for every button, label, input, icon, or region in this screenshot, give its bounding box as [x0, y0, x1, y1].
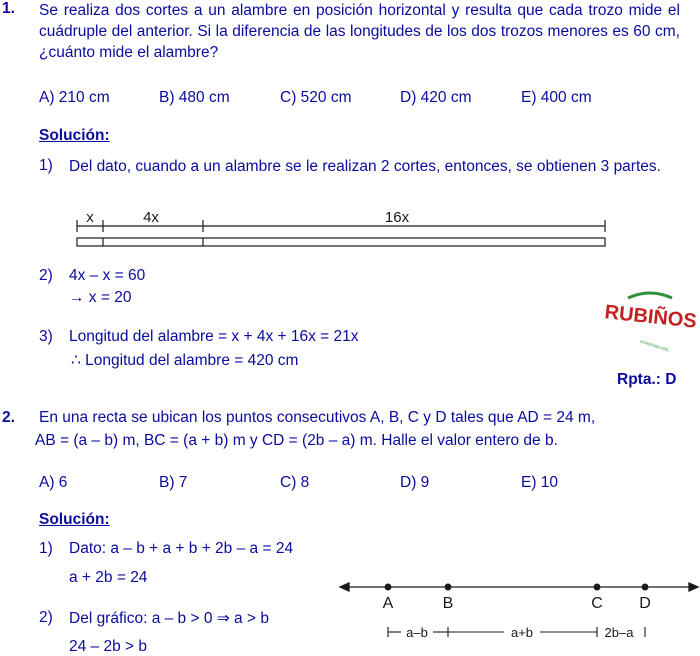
problem-2-option-e: E) 10 [521, 474, 559, 491]
problem-2-option-a: A) 6 [39, 474, 68, 491]
problem-1-option-c: C) 520 cm [280, 89, 352, 106]
problem-1-question: Se realiza dos cortes a un alambre en posición horizontal y resulta que cada trozo mide el cuádruple del anterior. Si la diferencia de las longitudes de los dos trozos menores es 60 cm, ¿cuánto mide el alambre? [39, 2, 680, 61]
point-b-dot [445, 584, 451, 590]
segment-label-x: x [86, 209, 94, 226]
point-label-b: B [442, 595, 454, 612]
problem-2-option-d: D) 9 [400, 474, 430, 491]
problem-1-step-2-equation: 4x – x = 60 [69, 267, 146, 284]
point-label-c: C [591, 595, 603, 612]
problem-1-step-1-number: 1) [39, 157, 53, 174]
point-label-d: D [639, 595, 651, 612]
problem-2-number: 2. [2, 409, 15, 426]
problem-1-option-b: B) 480 cm [159, 89, 230, 106]
segment-label-4x: 4x [143, 209, 159, 226]
problem-1-step-1-text: Del dato, cuando a un alambre se le realizan 2 cortes, entonces, se obtienen 3 partes. [69, 158, 661, 175]
number-line-left-arrow [340, 583, 349, 591]
problem-1-option-e: E) 400 cm [521, 89, 592, 106]
problem-2-solution-title: Solución: [39, 511, 110, 528]
problem-1-step-2-result: → x = 20 [69, 289, 132, 306]
problem-1-step-3-number: 3) [39, 328, 53, 345]
problem-2-step-2-result: 24 – 2b > b [69, 638, 147, 655]
problem-2-question-line-2: AB = (a – b) m, BC = (a + b) m y CD = (2b – a) m. Halle el valor entero de b. [35, 432, 558, 449]
number-line-right-arrow [689, 583, 698, 591]
problem-1-step-3-equation: Longitud del alambre = x + 4x + 16x = 21x [69, 328, 359, 345]
problem-1-step-2-number: 2) [39, 267, 53, 284]
problem-2-question-line-1: En una recta se ubican los puntos consecutivos A, B, C y D tales que AD = 24 m, [39, 409, 596, 426]
problem-2-step-2-inequality: Del gráfico: a – b > 0 ⇒ a > b [69, 610, 269, 627]
problem-1-solution-title: Solución: [39, 127, 110, 144]
point-c-dot [594, 584, 600, 590]
segment-label-cd: 2b–a [604, 625, 634, 640]
problem-2-option-c: C) 8 [280, 474, 310, 491]
problem-2-step-1-number: 1) [39, 540, 53, 557]
segment-label-16x: 16x [384, 209, 410, 226]
problem-1-number: 1. [2, 0, 15, 17]
segment-label-ab: a–b [406, 625, 428, 640]
problem-2-option-b: B) 7 [159, 474, 188, 491]
problem-1-option-d: D) 420 cm [400, 89, 472, 106]
problem-1-answer: Rpta.: D [617, 371, 677, 388]
logo-text: RUBIÑOS [603, 301, 698, 333]
problem-2-step-1-equation: Dato: a – b + a + b + 2b – a = 24 [69, 540, 294, 557]
problem-1-option-a: A) 210 cm [39, 89, 110, 106]
segment-label-bc: a+b [510, 625, 534, 640]
problem-2-step-1-result: a + 2b = 24 [69, 569, 148, 586]
problem-1-step-3-result: ∴ Longitud del alambre = 420 cm [71, 352, 299, 369]
point-a-dot [385, 584, 391, 590]
point-label-a: A [382, 595, 394, 612]
point-d-dot [642, 584, 648, 590]
problem-2-step-2-number: 2) [39, 609, 53, 626]
logo-subtext: ACADEMIA PRE [639, 338, 670, 353]
